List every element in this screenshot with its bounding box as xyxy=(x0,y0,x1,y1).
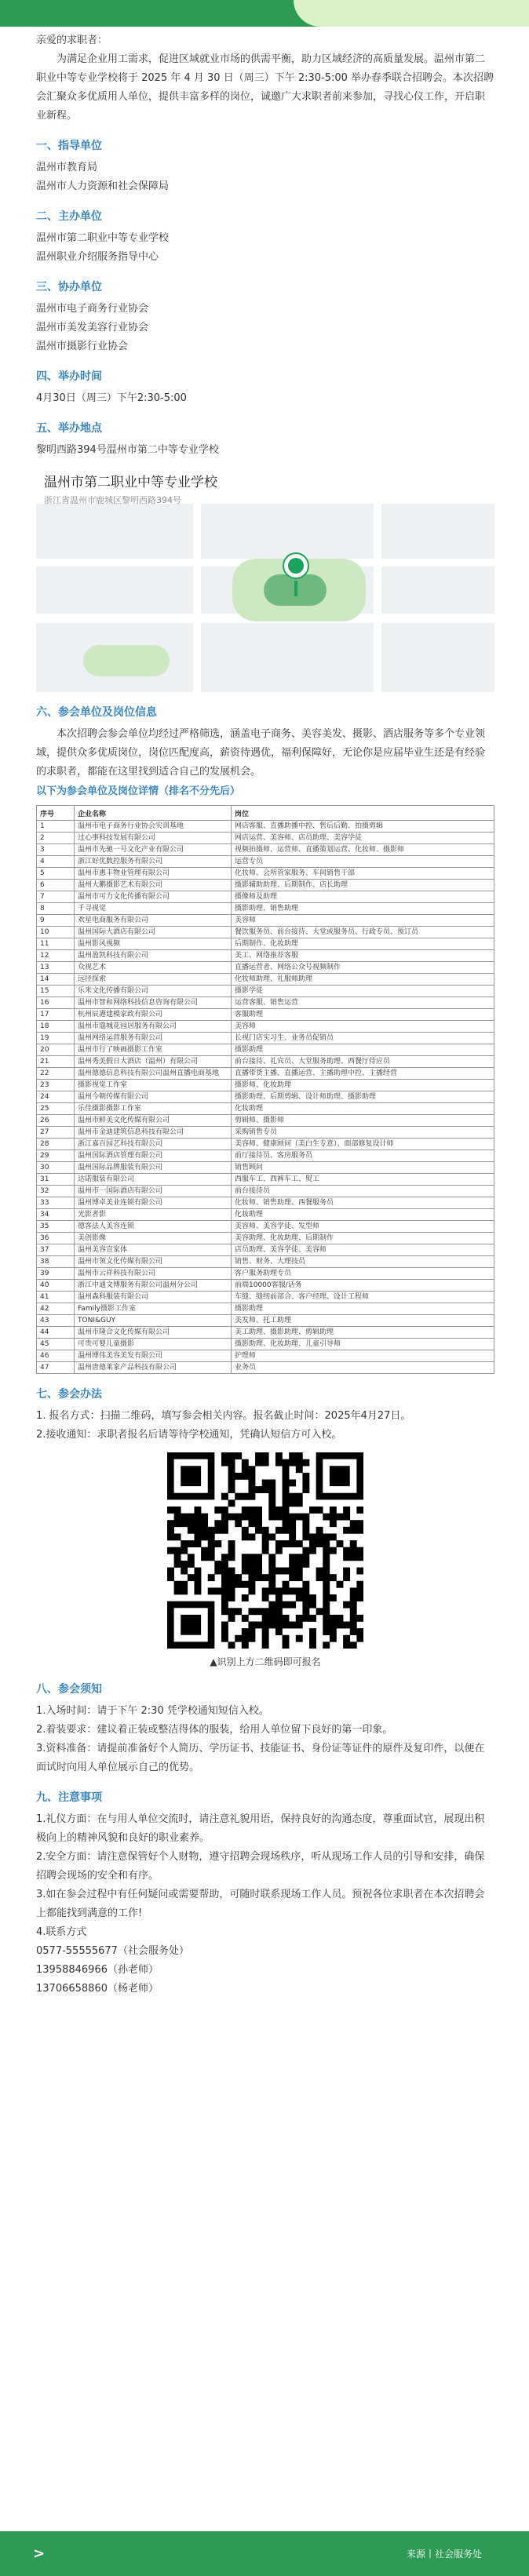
table-row xyxy=(37,1350,494,1362)
notice-line: 1.入场时间：请于下午 2:30 凭学校通知短信入校。 xyxy=(36,1705,269,1717)
qr-block xyxy=(36,1452,494,1669)
table-row xyxy=(37,1044,494,1056)
row-index: 30 xyxy=(37,1162,75,1174)
table-row xyxy=(37,1209,494,1221)
row-position: 化妆助理 xyxy=(232,1209,494,1221)
table-row xyxy=(37,1091,494,1103)
table-row xyxy=(37,1186,494,1197)
table-row xyxy=(37,1327,494,1339)
row-index: 23 xyxy=(37,1080,75,1091)
section-notice-title: 八、参会须知 xyxy=(36,1683,102,1696)
row-company: 温州市智和网络科技信息咨询有限公司 xyxy=(75,997,232,1009)
row-position: 化妆师助理、礼服师助理 xyxy=(232,974,494,986)
row-index: 31 xyxy=(37,1174,75,1186)
map-title: 温州市第二职业中等专业学校 xyxy=(44,475,217,490)
row-company: 乐佳摄影摄影工作室 xyxy=(75,1103,232,1115)
contact-phone[interactable]: 0577-55555677（社会服务处） xyxy=(36,1945,189,1957)
table-row xyxy=(37,1339,494,1350)
table-row xyxy=(37,986,494,997)
table-row xyxy=(37,938,494,950)
row-index: 44 xyxy=(37,1327,75,1339)
row-position: 前厅接待员、客房服务员 xyxy=(232,1150,494,1162)
table-row xyxy=(37,903,494,915)
table-row xyxy=(37,950,494,962)
row-position: 客服助理 xyxy=(232,1009,494,1021)
row-position: 网店客服、直播助播中控、售后后勤、拍摄剪辑 xyxy=(232,821,494,833)
table-row xyxy=(37,833,494,844)
row-company: 温州市云祥科技有限公司 xyxy=(75,1268,232,1280)
top-banner xyxy=(0,0,529,27)
row-index: 18 xyxy=(37,1021,75,1033)
row-index: 41 xyxy=(37,1292,75,1303)
row-index: 20 xyxy=(37,1044,75,1056)
units-description: 本次招聘会参会单位均经过严格筛选，涵盖电子商务、美容美发、摄影、酒店服务等多个专业领域，提供众多优质岗位，岗位匹配度高，薪资待遇优，福利保障好，无论你是应届毕业生还是有经验的求职者，都能在这里找到适合自己的发展机会。 xyxy=(36,728,486,778)
guide-line: 温州市教育局 xyxy=(36,162,98,173)
row-index: 40 xyxy=(37,1280,75,1292)
row-position: 摄影助理 xyxy=(232,1044,494,1056)
row-index: 34 xyxy=(37,1209,75,1221)
row-company: 欢星电商服务有限公司 xyxy=(75,915,232,927)
row-index: 37 xyxy=(37,1244,75,1256)
table-row xyxy=(37,915,494,927)
section-time-title: 四、举办时间 xyxy=(36,370,102,383)
table-row xyxy=(37,1162,494,1174)
table-row xyxy=(37,1244,494,1256)
row-index: 25 xyxy=(37,1103,75,1115)
units-lead: 以下为参会单位及岗位详情（排名不分先后） xyxy=(36,785,241,797)
table-row xyxy=(37,856,494,868)
row-index: 5 xyxy=(37,868,75,880)
table-row xyxy=(37,891,494,903)
row-company: 乐米文化传播有限公司 xyxy=(75,986,232,997)
table-row xyxy=(37,1127,494,1139)
table-row xyxy=(37,1115,494,1127)
row-position: 直播带货主播、直播运营、主播助理中控、主播经营 xyxy=(232,1068,494,1080)
row-position: 销售、财务、大理技员 xyxy=(232,1256,494,1268)
place-text: 黎明西路394号温州市第二中等专业学校 xyxy=(36,444,219,456)
co-line: 温州市电子商务行业协会 xyxy=(36,303,149,315)
row-position: 摄像师及助理 xyxy=(232,891,494,903)
table-row xyxy=(37,1009,494,1021)
article-body xyxy=(36,27,494,1998)
row-company: 美创影像 xyxy=(75,1233,232,1244)
row-position: 美容师、美容学徒、发型师 xyxy=(232,1221,494,1233)
row-company: 温州今朝传媒有限公司 xyxy=(75,1091,232,1103)
row-index: 19 xyxy=(37,1033,75,1044)
location-map[interactable] xyxy=(36,465,494,692)
row-company: 温州市电子商务行业协会实训基地 xyxy=(75,821,232,833)
row-index: 10 xyxy=(37,927,75,938)
row-position: 化妆师、会所管家服务、车间销售干部 xyxy=(232,868,494,880)
co-line: 温州市美发美容行业协会 xyxy=(36,322,149,333)
row-index: 38 xyxy=(37,1256,75,1268)
row-index: 46 xyxy=(37,1350,75,1362)
contact-phone[interactable]: 13958846966（孙老师） xyxy=(36,1964,159,1976)
section-attention-title: 九、注意事项 xyxy=(36,1791,102,1804)
table-row xyxy=(37,880,494,891)
row-position: 西服车工、西裤车工、熨工 xyxy=(232,1174,494,1186)
row-index: 6 xyxy=(37,880,75,891)
row-index: 3 xyxy=(37,844,75,856)
section-co-title: 三、协办单位 xyxy=(36,281,102,293)
row-index: 47 xyxy=(37,1362,75,1374)
row-company: 温州市行了映画摄影工作室 xyxy=(75,1044,232,1056)
row-company: 温州德德信息科技有限公司温州直播电商基地 xyxy=(75,1068,232,1080)
row-position: 美工助理、摄影助理、剪辑助理 xyxy=(232,1327,494,1339)
row-company: 温州博伟美容美发有限公司 xyxy=(75,1350,232,1362)
notice-line: 3.资料准备：请提前准备好个人简历、学历证书、技能证书、身份证等证件的原件及复印件，以便在面试时向用人单位展示自己的优势。 xyxy=(36,1743,485,1773)
table-row xyxy=(37,844,494,856)
row-index: 29 xyxy=(37,1150,75,1162)
intro-paragraph: 为满足企业用工需求，促进区域就业市场的供需平衡，助力区域经济的高质量发展。温州市第二职业中等专业学校将于 2025 年 4 月 30 日（周三）下午 2:30-5:00 举办春季联合招聘会。本次招聘会汇聚众多优质用人单位，提供丰富多样的岗位，诚邀广大求职者前来参加，寻找心仪工作，开启职业新程。 xyxy=(36,53,494,122)
map-road xyxy=(193,504,201,692)
row-position: 美容师 xyxy=(232,915,494,927)
row-company: 温州市先驰一号文化产业有限公司 xyxy=(75,844,232,856)
row-index: 35 xyxy=(37,1221,75,1233)
row-company: 温州市蔻城花园居服务有限公司 xyxy=(75,1021,232,1033)
table-row xyxy=(37,1280,494,1292)
map-pin-icon[interactable] xyxy=(284,554,308,578)
table-row xyxy=(37,1292,494,1303)
row-position: 摄影师、化妆助理 xyxy=(232,1080,494,1091)
row-company: 温州大鹏摄影艺术有限公司 xyxy=(75,880,232,891)
row-index: 15 xyxy=(37,986,75,997)
map-pin-stem xyxy=(294,581,297,596)
section-method-title: 七、参会办法 xyxy=(36,1388,102,1401)
row-company: 温州市领文化传媒有限公司 xyxy=(75,1256,232,1268)
attention-line: 4.联系方式 xyxy=(36,1926,87,1938)
row-position: 车缝、缝纫前部合、客户经理、设计工程师 xyxy=(232,1292,494,1303)
row-position: 摄影助理、销售助理 xyxy=(232,903,494,915)
row-company: 千寻视觉 xyxy=(75,903,232,915)
row-company: TONI&GUY xyxy=(75,1315,232,1327)
row-index: 8 xyxy=(37,903,75,915)
row-company: 远径探索 xyxy=(75,974,232,986)
row-company: 温州博卓美业连锁有限公司 xyxy=(75,1197,232,1209)
row-position: 美容助理、化妆助理、后期制作 xyxy=(232,1233,494,1244)
row-index: 9 xyxy=(37,915,75,927)
contact-phone[interactable]: 13706658860（杨老师） xyxy=(36,1983,159,1995)
row-company: 摄影视觉工作室 xyxy=(75,1080,232,1091)
table-row xyxy=(37,1174,494,1186)
table-row xyxy=(37,1303,494,1315)
col-header-company: 企业名称 xyxy=(75,806,232,821)
table-row xyxy=(37,962,494,974)
time-text: 4月30日（周三）下午2:30-5:00 xyxy=(36,392,187,404)
row-position: 美发师、托工助理 xyxy=(232,1315,494,1327)
row-company: 温州国际品牌服装有限公司 xyxy=(75,1162,232,1174)
attention-line: 1.礼仪方面：在与用人单位交流时，请注意礼貌用语，保持良好的沟通态度，尊重面试官，展现出积极向上的精神风貌和良好的职业素养。 xyxy=(36,1813,485,1844)
row-company: 过心事科技发展有限公司 xyxy=(75,833,232,844)
table-row xyxy=(37,997,494,1009)
row-index: 11 xyxy=(37,938,75,950)
row-company: 温州影风视频 xyxy=(75,938,232,950)
row-position: 销售顾问 xyxy=(232,1162,494,1174)
table-row xyxy=(37,1256,494,1268)
row-index: 33 xyxy=(37,1197,75,1209)
row-index: 4 xyxy=(37,856,75,868)
table-row xyxy=(37,1056,494,1068)
row-position: 摄影助理、后期剪辑、设计师助理、摄影助理 xyxy=(232,1091,494,1103)
row-index: 39 xyxy=(37,1268,75,1280)
row-company: Family摄影工作室 xyxy=(75,1303,232,1315)
row-position: 美工、网络推荐客服 xyxy=(232,950,494,962)
row-position: 长视门店实习生、业务员促销员 xyxy=(232,1033,494,1044)
row-position: 摄影辅助助理、后期制作、店长助理 xyxy=(232,880,494,891)
table-row xyxy=(37,1033,494,1044)
row-company: 温州市一国际酒店有限公司 xyxy=(75,1186,232,1197)
row-position: 店员助理、美容学徒、美容师 xyxy=(232,1244,494,1256)
row-position: 摄影助理、化妆助理、儿童引导师 xyxy=(232,1339,494,1350)
row-position: 护理师 xyxy=(232,1350,494,1362)
row-position: 前台接待、礼宾员、大堂服务助理、西餐厅侍应员 xyxy=(232,1056,494,1068)
row-company: 温州市鲜美文化传媒有限公司 xyxy=(75,1115,232,1127)
row-position: 化妆师、销售助理、西餐服务员 xyxy=(232,1197,494,1209)
row-company: 众视艺术 xyxy=(75,962,232,974)
row-position: 美容师、健康顾问（美白生专意）、面部修复设计师 xyxy=(232,1139,494,1150)
row-company: 温州唐德莱家产品科技有限公司 xyxy=(75,1362,232,1374)
section-place-title: 五、举办地点 xyxy=(36,422,102,435)
row-index: 36 xyxy=(37,1233,75,1244)
row-company: 杭州辰港建模家政有限公司 xyxy=(75,1009,232,1021)
row-index: 26 xyxy=(37,1115,75,1127)
method-line: 1. 报名方式：扫描二维码，填写参会相关内容。报名截止时间：2025年4月27日。 xyxy=(36,1410,411,1422)
attention-line: 2.安全方面：请注意保管好个人财物，遵守招聘会现场秩序，听从现场工作人员的引导和安排，确保招聘会现场的安全和有序。 xyxy=(36,1851,485,1882)
row-index: 32 xyxy=(37,1186,75,1197)
table-row xyxy=(37,1103,494,1115)
row-company: 温州国际大酒店有限公司 xyxy=(75,927,232,938)
greeting: 亲爱的求职者： xyxy=(36,35,108,46)
registration-qr-code[interactable] xyxy=(167,1452,363,1649)
row-company: 温州市可力文化传播有限公司 xyxy=(75,891,232,903)
table-row xyxy=(37,927,494,938)
attention-line: 3.如在参会过程中有任何疑问或需要帮助，可随时联系现场工作人员。预祝各位求职者在本次招聘会上都能找到满意的工作! xyxy=(36,1889,485,1919)
table-row xyxy=(37,974,494,986)
footer-bar xyxy=(0,2531,529,2576)
row-index: 24 xyxy=(37,1091,75,1103)
section-guide-title: 一、指导单位 xyxy=(36,140,102,152)
row-company: 浙江好优数控服务有限公司 xyxy=(75,856,232,868)
units-table-body xyxy=(37,821,494,1374)
row-index: 14 xyxy=(37,974,75,986)
row-company: 温州森科服装有限公司 xyxy=(75,1292,232,1303)
row-position: 餐饮服务员、前台接待、大堂或服务员、行政专员、预订员 xyxy=(232,927,494,938)
row-company: 光影者影 xyxy=(75,1209,232,1221)
row-company: 温州网络运营服务有限公司 xyxy=(75,1033,232,1044)
row-position: 业务员 xyxy=(232,1362,494,1374)
row-index: 7 xyxy=(37,891,75,903)
row-index: 1 xyxy=(37,821,75,833)
row-index: 13 xyxy=(37,962,75,974)
table-header-row xyxy=(37,806,494,821)
row-index: 21 xyxy=(37,1056,75,1068)
table-row xyxy=(37,821,494,833)
section-units-title: 六、参会单位及岗位信息 xyxy=(36,706,157,719)
row-index: 17 xyxy=(37,1009,75,1021)
row-company: 温州市惠丰物业管理有限公司 xyxy=(75,868,232,880)
row-company: 温州秀美假日大酒店（温州）有限公司 xyxy=(75,1056,232,1068)
method-line: 2.接收通知：求职者报名后请等待学校通知，凭确认短信方可入校。 xyxy=(36,1429,342,1441)
row-company: 温州市隆合文化传媒有限公司 xyxy=(75,1327,232,1339)
row-company: 达诺服装有限公司 xyxy=(75,1174,232,1186)
map-road xyxy=(374,504,381,692)
table-row xyxy=(37,1197,494,1209)
row-position: 运营专员 xyxy=(232,856,494,868)
table-row xyxy=(37,1068,494,1080)
row-company: 温州国际酒店管理有限公司 xyxy=(75,1150,232,1162)
col-header-index: 序号 xyxy=(37,806,75,821)
row-position: 网店运营、美容师、店员助理、美容学徒 xyxy=(232,833,494,844)
units-table xyxy=(36,805,494,1374)
row-index: 2 xyxy=(37,833,75,844)
host-line: 温州职业介绍服务指导中心 xyxy=(36,251,159,263)
row-company: 可贵可婴儿童摄影 xyxy=(75,1339,232,1350)
table-row xyxy=(37,1080,494,1091)
row-company: 温州美容宣家体 xyxy=(75,1244,232,1256)
row-company: 浙江中通文博服务有限公司温州分公司 xyxy=(75,1280,232,1292)
row-position: 摄影助理 xyxy=(232,1303,494,1315)
map-header xyxy=(36,465,494,504)
row-index: 45 xyxy=(37,1339,75,1350)
row-position: 前台接待员 xyxy=(232,1186,494,1197)
section-host-title: 二、主办单位 xyxy=(36,210,102,223)
qr-caption: ▲识别上方二维码即可报名 xyxy=(210,1656,321,1667)
row-position: 美容师 xyxy=(232,1021,494,1033)
row-company: 温州盈凯科技有限公司 xyxy=(75,950,232,962)
row-index: 28 xyxy=(37,1139,75,1150)
row-index: 12 xyxy=(37,950,75,962)
map-address: 浙江省温州市鹿城区黎明西路394号 xyxy=(44,495,181,505)
row-company: 浙江嘉百园艺科技有限公司 xyxy=(75,1139,232,1150)
col-header-position: 岗位 xyxy=(232,806,494,821)
notice-line: 2.着装要求：建议着正装或整洁得体的服装，给用人单位留下良好的第一印象。 xyxy=(36,1724,393,1736)
table-row xyxy=(37,1150,494,1162)
row-company: 温州市金迪建筑信息科技有限公司 xyxy=(75,1127,232,1139)
row-position: 摄影学徒 xyxy=(232,986,494,997)
table-row xyxy=(37,1315,494,1327)
footer-source: 来源丨社会服务处 xyxy=(406,2549,482,2560)
table-row xyxy=(37,1021,494,1033)
row-position: 后期制作、化妆助理 xyxy=(232,938,494,950)
table-row xyxy=(37,1139,494,1150)
table-row xyxy=(37,1268,494,1280)
table-row xyxy=(37,868,494,880)
row-index: 42 xyxy=(37,1303,75,1315)
row-position: 剪辑师、摄影师 xyxy=(232,1115,494,1127)
row-position: 直播运营者、网络公众号视频制作 xyxy=(232,962,494,974)
row-index: 16 xyxy=(37,997,75,1009)
table-row xyxy=(37,1233,494,1244)
table-row xyxy=(37,1221,494,1233)
row-position: 运营客服、销售运营 xyxy=(232,997,494,1009)
row-company: 德客法人美容连锁 xyxy=(75,1221,232,1233)
row-index: 27 xyxy=(37,1127,75,1139)
row-position: 化妆助理 xyxy=(232,1103,494,1115)
chevron-right-icon[interactable]: > xyxy=(33,2545,46,2562)
host-line: 温州市第二职业中等专业学校 xyxy=(36,232,170,244)
row-position: 视频拍摄师、运营师、直播策划运营、化妆师、摄影师 xyxy=(232,844,494,856)
row-position: 客户服务助理专员 xyxy=(232,1268,494,1280)
row-position: 采购销售专员 xyxy=(232,1127,494,1139)
map-park xyxy=(83,645,170,676)
table-row xyxy=(37,1362,494,1374)
row-index: 43 xyxy=(37,1315,75,1327)
row-index: 22 xyxy=(37,1068,75,1080)
co-line: 温州市摄影行业协会 xyxy=(36,341,129,352)
guide-line: 温州市人力资源和社会保障局 xyxy=(36,180,170,192)
row-position: 前端10000客服/话务 xyxy=(232,1280,494,1292)
